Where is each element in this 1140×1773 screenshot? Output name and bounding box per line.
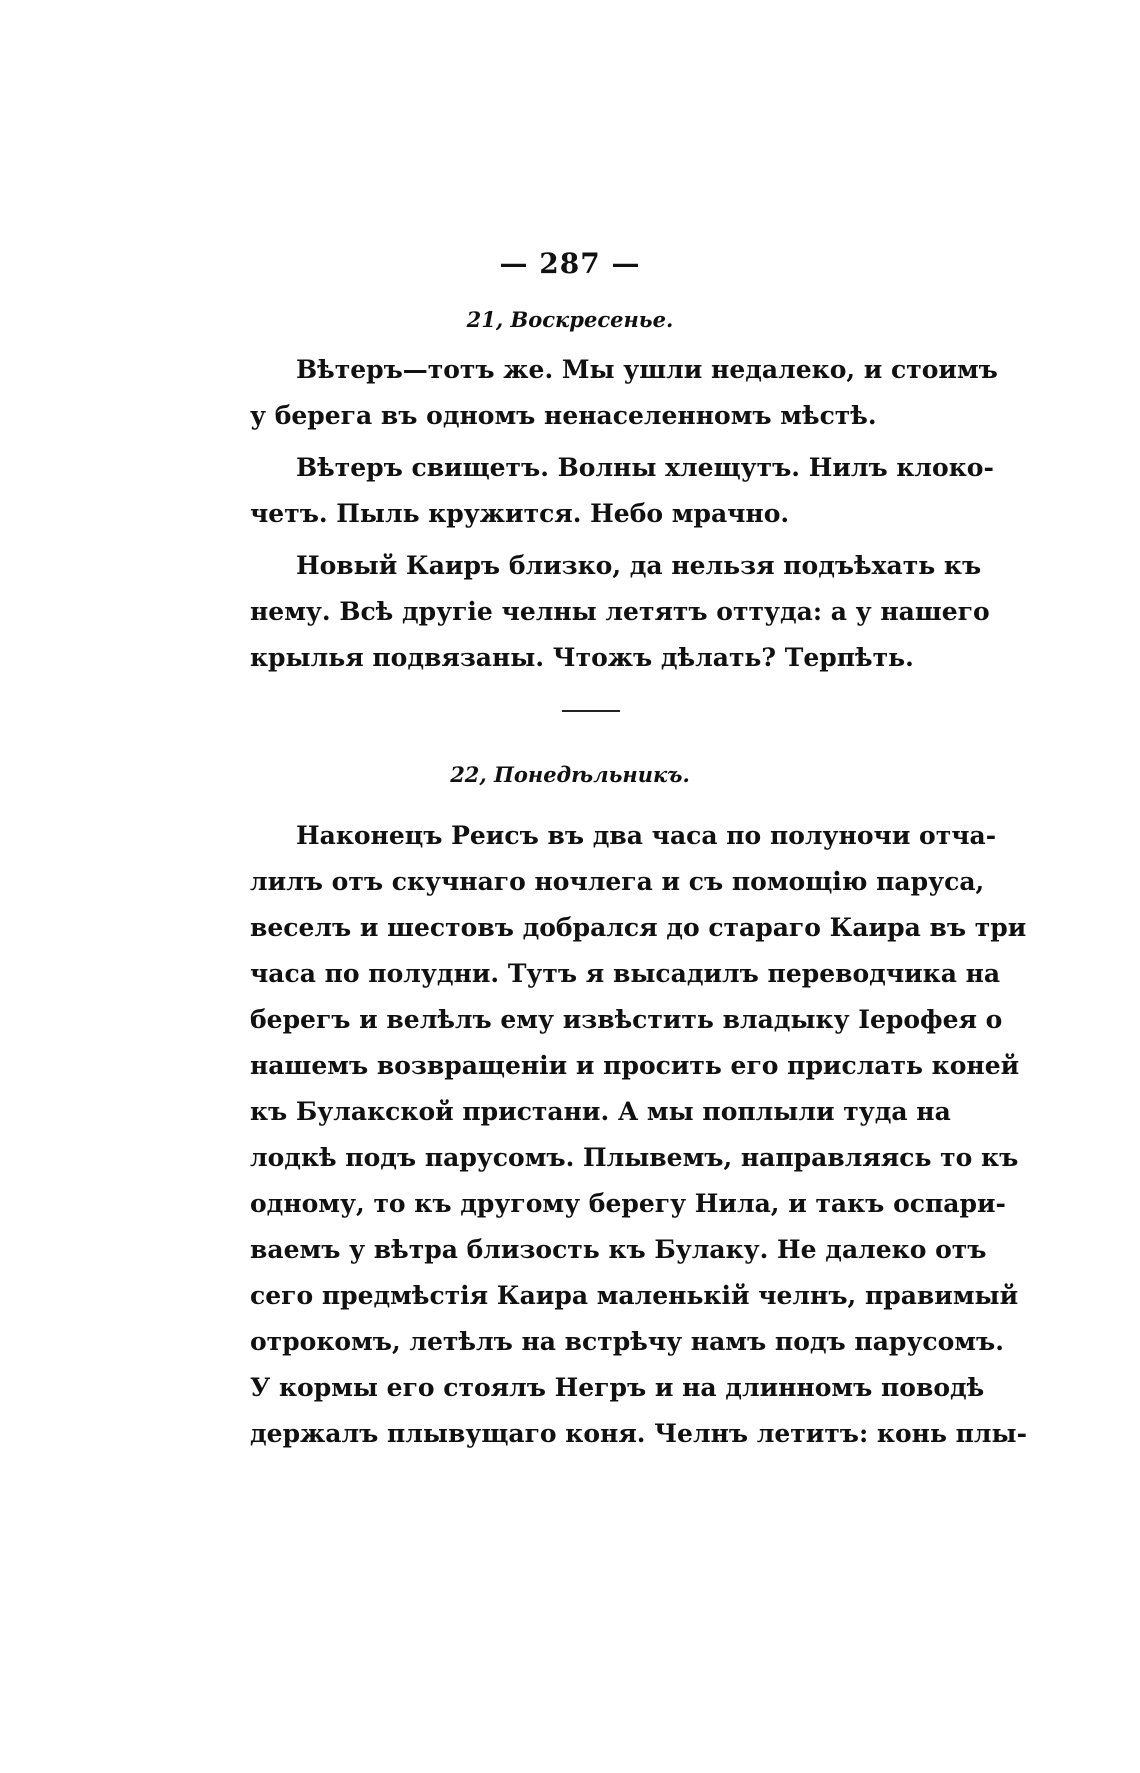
text-line: ваемъ у вѣтра близость къ Булаку. Не далеко отъ <box>250 1235 987 1264</box>
text-line: нему. Всѣ другіе челны летятъ оттуда: а у нашего <box>250 597 990 626</box>
text-line: Наконецъ Реисъ въ два часа по полуночи отча- <box>296 821 997 850</box>
text-line: держалъ плывущаго коня. Челнъ летитъ: конь плы- <box>250 1419 1027 1448</box>
text-line: берегъ и велѣлъ ему извѣстить владыку Іерофея о <box>250 1005 1003 1034</box>
section-divider <box>562 710 620 712</box>
text-line: лодкѣ подъ парусомъ. Плывемъ, направляясь то къ <box>250 1143 1019 1172</box>
text-line: одному, то къ другому берегу Нила, и такъ оспари- <box>250 1189 1006 1218</box>
entry-body-22 <box>250 813 1027 1457</box>
text-line: отрокомъ, летѣлъ на встрѣчу намъ подъ парусомъ. <box>250 1327 1004 1356</box>
text-line: веселъ и шестовъ добрался до стараго Каира въ три <box>250 913 1027 942</box>
entry-heading-21: 21, Воскресенье. <box>466 307 674 332</box>
text-line: сего предмѣстія Каира маленькій челнъ, правимый <box>250 1281 1019 1310</box>
text-line: крылья подвязаны. Чтожъ дѣлать? Терпѣть. <box>250 643 914 672</box>
entry-heading-22: 22, Понедѣльникъ. <box>450 762 690 787</box>
text-line: лилъ отъ скучнаго ночлега и съ помощію паруса, <box>250 867 985 896</box>
text-line: Новый Каиръ близко, да нельзя подъѣхать къ <box>296 551 982 580</box>
text-line: нашемъ возвращеніи и просить его прислать коней <box>250 1051 1020 1080</box>
text-line: къ Булакской пристани. А мы поплыли туда на <box>250 1097 951 1126</box>
page-number: — 287 — <box>499 247 641 280</box>
text-line: Вѣтеръ—тотъ же. Мы ушли недалеко, и стоимъ <box>296 355 998 384</box>
text-line: часа по полудни. Тутъ я высадилъ переводчика на <box>250 959 1001 988</box>
entry-body-21 <box>250 347 998 681</box>
text-line: У кормы его стоялъ Негръ и на длинномъ поводѣ <box>250 1373 985 1402</box>
text-line: Вѣтеръ свищетъ. Волны хлещутъ. Нилъ клоко- <box>296 453 994 482</box>
text-line: четъ. Пыль кружится. Небо мрачно. <box>250 499 790 528</box>
text-line: у берега въ одномъ ненаселенномъ мѣстѣ. <box>250 401 877 430</box>
